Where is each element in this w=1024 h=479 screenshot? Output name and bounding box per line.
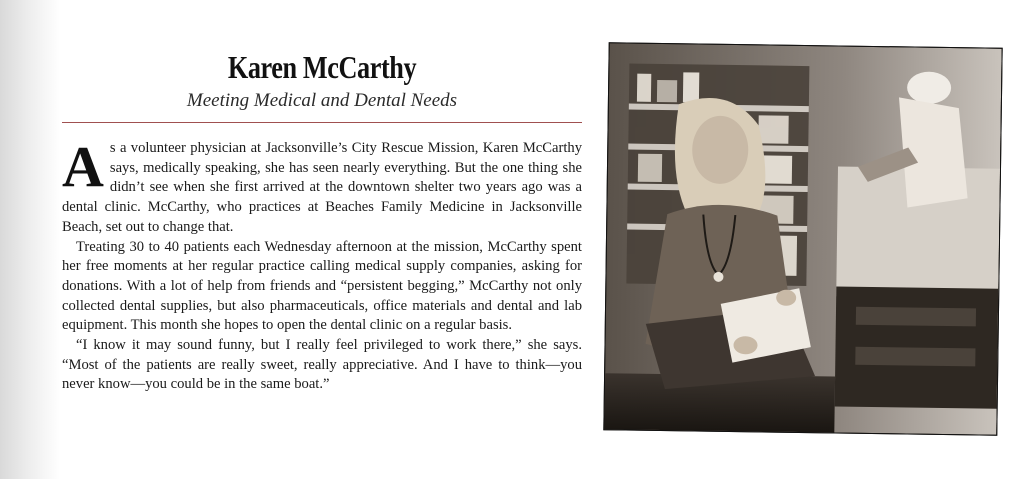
paragraph-1-text: s a volunteer physician at Jacksonville’s City Rescue Mission, Karen McCarthy says, medically speaking, she has seen nearly everything. But the one thing she didn’t see when she first arrived at the downtown shelter two years ago was a dental clinic. McCarthy, who practices at Beaches Family Medicine in Jacksonville Beach, set out to change that. bbox=[62, 140, 582, 235]
article-title: Karen McCarthy bbox=[227, 49, 417, 85]
paragraph-3: “I know it may sound funny, but I really feel privileged to work there,” she says. “Most of the patients are really sweet, really appreciative. And I have to think—you never know—you could be in the same boat.” bbox=[62, 337, 582, 393]
paragraph-1 bbox=[62, 134, 582, 238]
article-subtitle: Meeting Medical and Dental Needs bbox=[186, 90, 458, 111]
title-rule bbox=[62, 122, 582, 123]
paragraph-2: Treating 30 to 40 patients each Wednesday afternoon at the mission, McCarthy spent her free moments at her regular practice calling medical supply companies, asking for donations. With a lot of help from friends and “persistent begging,” McCarthy not only collected dental supplies, but also pharmaceuticals, office materials and dental and lab equipment. This month she hopes to open the dental clinic on a regular basis. bbox=[62, 238, 582, 334]
article-body bbox=[62, 134, 582, 395]
page-gutter-shadow bbox=[0, 0, 60, 479]
photo-illustration bbox=[604, 43, 1001, 434]
drop-cap: A bbox=[62, 134, 104, 199]
article bbox=[62, 48, 582, 395]
portrait-photo bbox=[603, 42, 1002, 435]
